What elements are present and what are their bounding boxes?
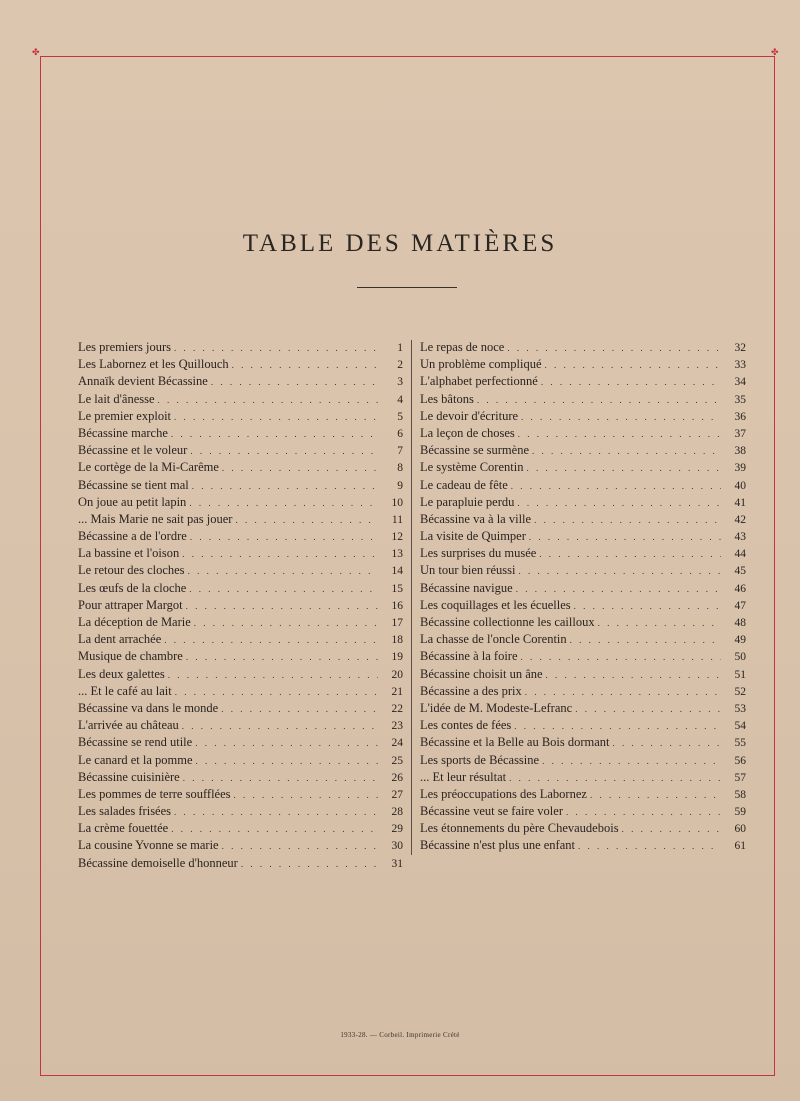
toc-entry-title: Bécassine marche <box>78 425 168 440</box>
toc-entry <box>420 478 746 495</box>
toc-entry-page-number: 47 <box>734 599 746 612</box>
dot-leader <box>575 704 721 714</box>
toc-entry-title: Bécassine va dans le monde <box>78 700 219 715</box>
toc-entry <box>420 598 746 615</box>
toc-entry-page-number: 32 <box>734 342 746 354</box>
toc-entry <box>78 615 403 632</box>
toc-entry <box>420 340 746 357</box>
toc-entry <box>420 426 746 443</box>
toc-entry <box>78 443 403 460</box>
dot-leader <box>188 566 378 576</box>
toc-entry-page-number: 3 <box>397 376 403 389</box>
toc-entry-page-number: 42 <box>734 513 746 526</box>
toc-entry-title: Les surprises du musée <box>420 546 537 561</box>
toc-entry <box>78 478 403 495</box>
toc-entry-page-number: 43 <box>734 531 746 544</box>
corner-ornament-icon: ✤ <box>771 48 779 58</box>
toc-entry-title: ... Et le café au lait <box>78 683 172 698</box>
toc-entry-page-number: 53 <box>734 702 746 715</box>
toc-entry-page-number: 26 <box>391 771 403 784</box>
dot-leader <box>574 601 721 611</box>
toc-entry <box>420 718 746 735</box>
toc-entry-page-number: 56 <box>734 754 746 767</box>
toc-entry-title: Les salades frisées <box>78 804 172 819</box>
title-rule <box>357 287 457 288</box>
toc-entry-title: Bécassine et la Belle au Bois dormant <box>420 735 610 750</box>
toc-entry <box>78 753 403 770</box>
toc-entry-page-number: 22 <box>391 702 403 715</box>
toc-entry-title: Bécassine collectionne les cailloux <box>420 615 595 629</box>
dot-leader <box>186 601 378 611</box>
toc-entry <box>420 684 746 701</box>
dot-leader <box>222 841 378 851</box>
toc-entry-page-number: 51 <box>734 668 746 681</box>
toc-entry-title: Annaïk devient Bécassine <box>78 374 208 389</box>
dot-leader <box>590 790 721 800</box>
toc-entry <box>420 495 746 512</box>
dot-leader <box>517 498 721 508</box>
dot-leader <box>534 515 721 525</box>
toc-entry-page-number: 14 <box>391 565 403 578</box>
toc-entry-page-number: 15 <box>391 582 403 595</box>
toc-entry-page-number: 27 <box>391 788 403 801</box>
toc-entry-page-number: 54 <box>734 720 746 733</box>
dot-leader <box>174 807 378 817</box>
column-divider <box>411 340 412 855</box>
toc-entry-title: Le cortège de la Mi-Carême <box>78 460 219 475</box>
toc-entry <box>420 667 746 684</box>
dot-leader <box>174 343 378 353</box>
toc-entry <box>420 804 746 821</box>
dot-leader <box>211 377 378 387</box>
toc-entry-title: Bécassine demoiselle d'honneur <box>78 855 238 870</box>
toc-entry <box>78 787 403 804</box>
dot-leader <box>196 756 378 766</box>
toc-entry-title: Les pommes de terre soufflées <box>78 786 231 801</box>
dot-leader <box>221 704 378 714</box>
toc-entry-page-number: 38 <box>734 445 746 458</box>
toc-entry <box>420 443 746 460</box>
corner-ornament-icon: ✤ <box>32 48 40 58</box>
toc-entry <box>78 340 403 357</box>
toc-entry <box>78 649 403 666</box>
toc-entry-page-number: 24 <box>391 737 403 750</box>
printer-imprint: 1933-28. — Corbeil. Imprimerie Crété <box>340 1031 460 1039</box>
toc-entry-page-number: 46 <box>734 582 746 595</box>
toc-entry-page-number: 18 <box>391 634 403 647</box>
dot-leader <box>542 756 721 766</box>
toc-entry-title: Pour attraper Margot <box>78 597 183 612</box>
toc-entry-title: Les deux galettes <box>78 666 165 681</box>
toc-entry-title: ... Mais Marie ne sait pas jouer <box>78 511 233 526</box>
toc-entry <box>420 581 746 598</box>
toc-entry-title: Le premier exploit <box>78 408 172 423</box>
dot-leader <box>190 532 378 542</box>
toc-entry-title: Le cadeau de fête <box>420 477 508 492</box>
toc-left-column <box>78 340 403 873</box>
dot-leader <box>164 635 378 645</box>
toc-entry <box>78 856 403 873</box>
toc-entry <box>420 374 746 391</box>
toc-entry <box>78 392 403 409</box>
toc-entry-page-number: 16 <box>391 599 403 612</box>
toc-entry <box>78 598 403 615</box>
toc-entry <box>78 546 403 563</box>
toc-entry-page-number: 41 <box>734 496 746 509</box>
dot-leader <box>477 395 721 405</box>
toc-entry <box>420 512 746 529</box>
toc-entry-title: Les premiers jours <box>78 340 172 354</box>
dot-leader <box>183 773 378 783</box>
toc-entry <box>78 821 403 838</box>
toc-entry <box>78 409 403 426</box>
toc-entry-page-number: 45 <box>734 565 746 578</box>
toc-entry-page-number: 49 <box>734 634 746 647</box>
dot-leader <box>171 429 378 439</box>
dot-leader <box>222 463 378 473</box>
toc-entry <box>78 701 403 718</box>
toc-entry-title: Bécassine n'est plus une enfant <box>420 838 575 853</box>
toc-entry-title: La crème fouettée <box>78 821 169 836</box>
toc-entry-title: L'arrivée au château <box>78 718 179 733</box>
toc-entry-title: Bécassine se tient mal <box>78 477 189 492</box>
toc-entry-page-number: 40 <box>734 479 746 492</box>
toc-entry <box>420 563 746 580</box>
toc-entry <box>78 512 403 529</box>
toc-entry-title: Le devoir d'écriture <box>420 408 519 423</box>
toc-entry <box>78 838 403 855</box>
toc-entry-title: Les préoccupations des Labornez <box>420 786 587 801</box>
toc-entry-page-number: 31 <box>391 857 403 870</box>
toc-entry-title: Bécassine veut se faire voler <box>420 804 563 819</box>
toc-entry <box>78 374 403 391</box>
dot-leader <box>235 515 378 525</box>
toc-entry-page-number: 9 <box>397 479 403 492</box>
toc-entry <box>78 529 403 546</box>
toc-entry-title: L'alphabet perfectionné <box>420 374 538 389</box>
toc-entry-title: La chasse de l'oncle Corentin <box>420 632 567 647</box>
dot-leader <box>566 807 721 817</box>
dot-leader <box>518 429 721 439</box>
toc-entry <box>78 357 403 374</box>
toc-entry-title: La déception de Marie <box>78 615 191 629</box>
dot-leader <box>545 360 722 370</box>
toc-entry-title: La bassine et l'oison <box>78 546 180 561</box>
toc-entry <box>78 718 403 735</box>
toc-entry-title: Bécassine et le voleur <box>78 443 188 458</box>
toc-entry <box>420 632 746 649</box>
toc-entry <box>420 735 746 752</box>
toc-entry-title: L'idée de M. Modeste-Lefranc <box>420 700 573 715</box>
toc-entry <box>78 426 403 443</box>
toc-entry-title: Bécassine cuisinière <box>78 769 180 784</box>
toc-entry-page-number: 25 <box>391 754 403 767</box>
toc-entry-page-number: 58 <box>734 788 746 801</box>
toc-entry-page-number: 48 <box>734 617 746 629</box>
toc-entry-title: Les coquillages et les écuelles <box>420 597 571 612</box>
toc-entry <box>420 838 746 855</box>
toc-entry <box>78 495 403 512</box>
toc-entry <box>420 529 746 546</box>
toc-entry <box>78 563 403 580</box>
toc-entry-page-number: 4 <box>397 393 403 406</box>
dot-leader <box>529 532 721 542</box>
toc-entry-title: Les étonnements du père Chevaudebois <box>420 821 619 836</box>
toc-entry <box>420 787 746 804</box>
toc-entry-title: Le parapluie perdu <box>420 494 515 509</box>
toc-entry <box>420 546 746 563</box>
toc-entry-title: Bécassine va à la ville <box>420 511 532 526</box>
toc-entry-page-number: 59 <box>734 806 746 819</box>
dot-leader <box>182 721 378 731</box>
toc-entry-title: Bécassine se surmène <box>420 443 529 458</box>
toc-entry-page-number: 11 <box>391 513 403 526</box>
toc-entry <box>78 667 403 684</box>
toc-entry-page-number: 39 <box>734 462 746 475</box>
dot-leader <box>234 790 379 800</box>
dot-leader <box>186 652 378 662</box>
toc-entry-title: ... Et leur résultat <box>420 769 507 784</box>
dot-leader <box>518 566 721 576</box>
dot-leader <box>541 377 721 387</box>
toc-entry <box>420 649 746 666</box>
dot-leader <box>509 773 721 783</box>
toc-entry-title: La dent arrachée <box>78 632 162 647</box>
dot-leader <box>622 824 721 834</box>
toc-entry <box>420 821 746 838</box>
toc-entry-title: La leçon de choses <box>420 425 515 440</box>
toc-entry-page-number: 17 <box>391 617 403 629</box>
toc-entry-title: Les œufs de la cloche <box>78 580 187 595</box>
dot-leader <box>532 446 721 456</box>
toc-entry-page-number: 50 <box>734 651 746 664</box>
dot-leader <box>175 687 378 697</box>
toc-entry-title: La visite de Quimper <box>420 529 526 544</box>
dot-leader <box>192 481 378 491</box>
toc-entry-title: Les contes de fées <box>420 718 512 733</box>
toc-entry-page-number: 23 <box>391 720 403 733</box>
toc-entry <box>420 460 746 477</box>
toc-entry-title: Le système Corentin <box>420 460 524 475</box>
toc-entry-page-number: 60 <box>734 823 746 836</box>
dot-leader <box>598 618 721 628</box>
toc-entry-title: La cousine Yvonne se marie <box>78 838 219 853</box>
toc-entry <box>420 392 746 409</box>
toc-entry-title: Bécassine choisit un âne <box>420 666 543 681</box>
toc-entry-page-number: 30 <box>391 840 403 853</box>
toc-entry-page-number: 52 <box>734 685 746 698</box>
dot-leader <box>539 549 721 559</box>
toc-entry <box>78 804 403 821</box>
dot-leader <box>570 635 721 645</box>
toc-entry-page-number: 35 <box>734 393 746 406</box>
toc-entry-page-number: 6 <box>397 427 403 440</box>
toc-entry-title: Le canard et la pomme <box>78 752 193 767</box>
toc-entry-page-number: 2 <box>397 359 403 372</box>
page-title: TABLE DES MATIÈRES <box>242 230 558 257</box>
toc-entry-title: Bécassine à la foire <box>420 649 518 664</box>
toc-entry <box>78 581 403 598</box>
toc-entry <box>78 684 403 701</box>
toc-entry-page-number: 37 <box>734 427 746 440</box>
toc-entry-page-number: 61 <box>734 840 746 853</box>
toc-entry-page-number: 44 <box>734 548 746 561</box>
toc-entry <box>78 632 403 649</box>
toc-entry-title: Le retour des cloches <box>78 563 185 578</box>
toc-entry-title: Les Labornez et les Quillouch <box>78 357 229 372</box>
dot-leader <box>158 395 378 405</box>
dot-leader <box>232 360 378 370</box>
toc-entry-page-number: 12 <box>391 531 403 544</box>
toc-entry <box>420 701 746 718</box>
dot-leader <box>546 670 721 680</box>
toc-entry-page-number: 1 <box>397 342 403 354</box>
dot-leader <box>182 549 378 559</box>
dot-leader <box>174 412 378 422</box>
toc-entry-title: Bécassine a de l'ordre <box>78 529 187 544</box>
toc-entry-title: Les bâtons <box>420 391 474 406</box>
toc-entry-page-number: 55 <box>734 737 746 750</box>
toc-entry <box>78 770 403 787</box>
toc-entry-title: Musique de chambre <box>78 649 183 664</box>
dot-leader <box>521 412 721 422</box>
toc-entry-title: Bécassine se rend utile <box>78 735 193 750</box>
toc-entry-title: Bécassine a des prix <box>420 683 522 698</box>
toc-entry-title: On joue au petit lapin <box>78 494 187 509</box>
dot-leader <box>171 824 378 834</box>
dot-leader <box>526 463 721 473</box>
dot-leader <box>507 343 721 353</box>
toc-entry <box>78 460 403 477</box>
dot-leader <box>195 738 378 748</box>
dot-leader <box>521 652 721 662</box>
dot-leader <box>190 446 378 456</box>
toc-entry <box>420 770 746 787</box>
toc-entry-page-number: 34 <box>734 376 746 389</box>
toc-entry <box>420 615 746 632</box>
dot-leader <box>168 670 378 680</box>
toc-entry-page-number: 21 <box>391 685 403 698</box>
toc-entry-title: Un problème compliqué <box>420 357 542 372</box>
dot-leader <box>194 618 378 628</box>
toc-right-column <box>420 340 746 856</box>
dot-leader <box>516 584 721 594</box>
dot-leader <box>613 738 721 748</box>
dot-leader <box>189 498 378 508</box>
dot-leader <box>514 721 721 731</box>
dot-leader <box>578 841 721 851</box>
toc-entry-title: Bécassine navigue <box>420 580 513 595</box>
toc-entry-page-number: 7 <box>397 445 403 458</box>
toc-entry <box>420 357 746 374</box>
toc-entry-page-number: 8 <box>397 462 403 475</box>
toc-entry-page-number: 36 <box>734 410 746 423</box>
toc-entry-page-number: 29 <box>391 823 403 836</box>
toc-entry-title: Le lait d'ânesse <box>78 391 155 406</box>
toc-entry <box>420 409 746 426</box>
toc-entry-title: Les sports de Bécassine <box>420 752 540 767</box>
toc-entry-page-number: 5 <box>397 410 403 423</box>
dot-leader <box>511 481 721 491</box>
toc-entry-title: Le repas de noce <box>420 340 505 354</box>
toc-entry-page-number: 57 <box>734 771 746 784</box>
toc-entry-page-number: 20 <box>391 668 403 681</box>
toc-entry-page-number: 10 <box>391 496 403 509</box>
toc-entry-title: Un tour bien réussi <box>420 563 516 578</box>
toc-entry-page-number: 28 <box>391 806 403 819</box>
toc-entry <box>78 735 403 752</box>
toc-entry-page-number: 33 <box>734 359 746 372</box>
toc-entry-page-number: 19 <box>391 651 403 664</box>
toc-entry <box>420 753 746 770</box>
toc-entry-page-number: 13 <box>391 548 403 561</box>
dot-leader <box>241 859 378 869</box>
dot-leader <box>189 584 378 594</box>
dot-leader <box>525 687 721 697</box>
